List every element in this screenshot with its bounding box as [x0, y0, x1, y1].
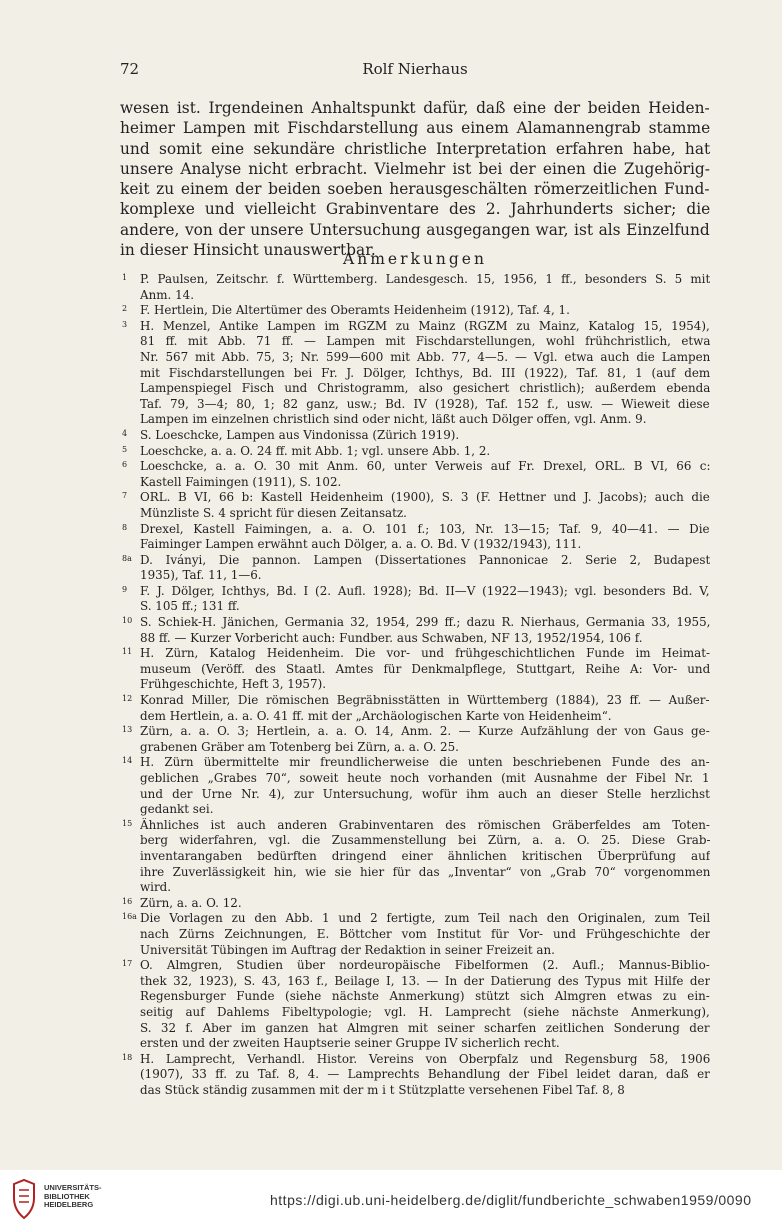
footnote-line: geblichen „Grabes 70“, soweit heute noch vorhanden (mit Ausnahme der Fibel Nr. 1 — [140, 771, 710, 785]
footnote-number: 15 — [122, 818, 133, 828]
body-line: unsere Analyse nicht erbracht. Vielmehr ist bei der einen die Zugehörig- — [120, 159, 710, 178]
footnote-line: F. Hertlein, Die Altertümer des Oberamts Heidenheim (1912), Taf. 4, 1. — [140, 303, 570, 318]
footnote-line: Münzliste S. 4 spricht für diesen Zeitansatz. — [140, 505, 407, 520]
footnote-line: Lampen im einzelnen christlich sind oder nicht, läßt auch Dölger offen, vgl. Anm. 9. — [140, 412, 647, 427]
footnote-line: F. J. Dölger, Ichthys, Bd. I (2. Aufl. 1928); Bd. II—V (1922—1943); vgl. besonders Bd. V, — [140, 583, 710, 598]
footnote — [122, 522, 710, 553]
footnote-number: 6 — [122, 460, 128, 470]
footnote-line: dem Hertlein, a. a. O. 41 ff. mit der „Archäologischen Karte von Heidenheim“. — [140, 708, 612, 723]
footnote-line: Drexel, Kastell Faimingen, a. a. O. 101 f.; 103, Nr. 13—15; Taf. 9, 40—41. — Die — [140, 521, 710, 536]
footnote-line: Loeschcke, a. a. O. 30 mit Anm. 60, unter Verweis auf Fr. Drexel, ORL. B VI, 66 c: — [140, 459, 710, 474]
footnote-line: 1935), Taf. 11, 1—6. — [140, 568, 262, 583]
footnote-number: 8 — [122, 522, 128, 532]
footnote — [122, 272, 710, 303]
footnote-line: Zürn, a. a. O. 3; Hertlein, a. a. O. 14, Anm. 2. — Kurze Aufzählung der von Gaus ge- — [140, 724, 710, 739]
footnote-number: 8a — [122, 553, 132, 563]
viewer-footer — [0, 1170, 782, 1228]
footnote-number: 5 — [122, 444, 128, 454]
footnote — [122, 1052, 710, 1099]
footnote-line: S. 32 f. Aber im ganzen hat Almgren mit seiner scharfen zeitlichen Sonderung der — [140, 1020, 710, 1035]
footnote-line: H. Zürn übermittelte mir freundlicherweise die unten beschriebenen Funde des an- — [140, 755, 710, 770]
footnote-line: das Stück ständig zusammen mit der m i t Stützplatte versehenen Fibel Taf. 8, 8 — [140, 1082, 625, 1097]
footnote-line: nach Zürns Zeichnungen, E. Böttcher vom Institut für Vor- und Frühgeschichte der — [140, 926, 710, 941]
footnote-number: 4 — [122, 428, 128, 438]
body-line: komplexe und vielleicht Grabinventare des 2. Jahrhunderts sicher; die — [120, 200, 711, 219]
footnote-line: Universität Tübingen im Auftrag der Redaktion in seiner Freizeit an. — [140, 942, 555, 957]
footnote-line: Taf. 79, 3—4; 80, 1; 82 ganz, usw.; Bd. IV (1928), Taf. 152 f., usw. — Wieweit diese — [140, 396, 710, 411]
footnote-number: 13 — [122, 725, 133, 735]
footnote-number: 17 — [122, 959, 133, 969]
footnote — [122, 896, 710, 912]
footnote — [122, 646, 710, 693]
footnote-line: H. Menzel, Antike Lampen im RGZM zu Mainz (RGZM zu Mainz, Katalog 15, 1954), — [140, 318, 710, 333]
footnote-line: inventarangaben bedürften dringend einer ähnlichen kritischen Überprüfung auf — [140, 848, 710, 863]
page-number: 72 — [120, 60, 140, 78]
footnote-number: 12 — [122, 694, 133, 704]
footnote-line: Kastell Faimingen (1911), S. 102. — [140, 474, 342, 489]
library-name: UNIVERSITÄTS- BIBLIOTHEK HEIDELBERG — [44, 1183, 102, 1209]
footnote-number: 10 — [122, 616, 133, 626]
body-line: und somit eine sekundäre christliche Interpretation erfahren habe, hat — [120, 139, 711, 158]
source-url-link[interactable]: https://digi.ub.uni-heidelberg.de/diglit/fundberichte_schwaben1959/0090 — [270, 1192, 752, 1208]
footnote-line: mit Fischdarstellungen bei Fr. J. Dölger, Ichthys, Bd. III (1922), Taf. 81, 1 (auf dem — [140, 365, 710, 380]
footnote — [122, 911, 710, 958]
footnote — [122, 303, 710, 319]
footnote-line: Nr. 567 mit Abb. 75, 3; Nr. 599—600 mit Abb. 77, 4—5. — Vgl. etwa auch die Lampen — [140, 349, 710, 364]
footnote-line: S. 105 ff.; 131 ff. — [140, 599, 240, 614]
footnote-line: S. Schiek-H. Jänichen, Germania 32, 1954, 299 ff.; dazu R. Nierhaus, Germania 33, 1955, — [140, 615, 710, 630]
footnote-line: 81 ff. mit Abb. 71 ff. — Lampen mit Fischdarstellungen, wohl frühchristlich, etwa — [140, 334, 710, 349]
footnote-line: seitig auf Dahlems Fibeltypologie; vgl. H. Lamprecht (siehe nächste Anmerkung), — [140, 1004, 710, 1019]
body-line: wesen ist. Irgendeinen Anhaltspunkt dafür, daß eine der beiden Heiden- — [120, 99, 710, 117]
footnote-line: museum (Veröff. des Staatl. Amtes für Denkmalpflege, Stuttgart, Reihe A: Vor- und — [140, 661, 710, 676]
footnote — [122, 459, 710, 490]
body-line: keit zu einem der beiden soeben herausgeschälten römerzeitlichen Fund- — [120, 180, 710, 199]
footnote — [122, 755, 710, 817]
notes-heading: Anmerkungen — [343, 250, 487, 268]
footnote-number: 16a — [122, 912, 137, 922]
footnote — [122, 724, 710, 755]
footnote-number: 9 — [122, 584, 128, 594]
footnote — [122, 319, 710, 428]
footnote-line: Loeschcke, a. a. O. 24 ff. mit Abb. 1; vgl. unsere Abb. 1, 2. — [140, 443, 491, 458]
footnote-line: O. Almgren, Studien über nordeuropäische Fibelformen (2. Aufl.; Mannus-Biblio- — [140, 958, 710, 973]
footnote — [122, 584, 710, 615]
body-line: andere, von der unsere Untersuchung ausgegangen war, ist als Einzelfund — [120, 220, 710, 239]
footnote — [122, 490, 710, 521]
footnote-line: Regensburger Funde (siehe nächste Anmerkung) stützt sich Almgren etwas zu ein- — [140, 989, 710, 1004]
footnote-number: 2 — [122, 304, 128, 314]
footnote-line: gedankt sei. — [140, 802, 214, 817]
footnote-line: H. Zürn, Katalog Heidenheim. Die vor- und frühgeschichtlichen Funde im Heimat- — [140, 646, 710, 661]
footnote-line: ihre Zuverlässigkeit hin, wie sie hier für das „Inventar“ von „Grab 70“ vorgenommen — [140, 864, 710, 879]
footnote — [122, 615, 710, 646]
footnote-line: Konrad Miller, Die römischen Begräbnisstätten in Württemberg (1884), 23 ff. — Außer- — [140, 693, 710, 708]
footnote-line: Die Vorlagen zu den Abb. 1 und 2 fertigte, zum Teil nach den Originalen, zum Teil — [140, 911, 710, 926]
footnote-line: Ähnliches ist auch anderen Grabinventaren des römischen Gräberfeldes am Toten- — [140, 817, 710, 832]
footnote-line: D. Iványi, Die pannon. Lampen (Dissertationes Pannonicae 2. Serie 2, Budapest — [140, 552, 710, 567]
footnote-line: Anm. 14. — [140, 287, 194, 302]
footnote-number: 14 — [122, 756, 133, 766]
footnote-number: 11 — [122, 647, 133, 657]
footnote-line: Faiminger Lampen erwähnt auch Dölger, a. a. O. Bd. V (1932/1943), 111. — [140, 537, 582, 552]
footnote-line: P. Paulsen, Zeitschr. f. Württemberg. Landesgesch. 15, 1956, 1 ff., besonders S. 5 mit — [140, 272, 710, 286]
footnote-line: Lampenspiegel Fisch und Christogramm, also gesichert christlich); außerdem ebenda — [140, 381, 710, 396]
footnote-line: H. Lamprecht, Verhandl. Histor. Vereins von Oberpfalz und Regensburg 58, 1906 — [140, 1051, 710, 1066]
footnote-line: und der Urne Nr. 4), zur Untersuchung, wofür ihm auch an dieser Stelle herzlichst — [140, 786, 710, 801]
page-header — [120, 60, 710, 84]
footnote-line: ersten und der zweiten Hauptserie seiner Gruppe IV sicherlich recht. — [140, 1036, 560, 1051]
footnote-line: ORL. B VI, 66 b: Kastell Heidenheim (1900), S. 3 (F. Hettner und J. Jacobs); auch die — [140, 490, 710, 505]
footnote — [122, 444, 710, 460]
footnote-line: Zürn, a. a. O. 12. — [140, 895, 242, 910]
body-line: in dieser Hinsicht unauswertbar. — [120, 241, 376, 260]
body-paragraph — [120, 98, 710, 260]
footnote-number: 1 — [122, 273, 128, 282]
footnote-number: 7 — [122, 491, 128, 501]
footnote-number: 3 — [122, 319, 128, 329]
footnote-line: thek 32, 1923), S. 43, 163 f., Beilage I, 13. — In der Datierung des Typus mit Hilfe der — [140, 973, 710, 988]
footnote-line: (1907), 33 ff. zu Taf. 8, 4. — Lamprechts Behandlung der Fibel leidet daran, daß er — [140, 1067, 710, 1082]
footnote — [122, 553, 710, 584]
footnote-line: Frühgeschichte, Heft 3, 1957). — [140, 677, 326, 692]
footnote-line: S. Loeschcke, Lampen aus Vindonissa (Zürich 1919). — [140, 427, 460, 442]
footnotes-list — [122, 272, 710, 1098]
body-line: heimer Lampen mit Fischdarstellung aus einem Alamannengrab stamme — [120, 119, 711, 138]
footnote — [122, 693, 710, 724]
footnote-line: berg widerfahren, vgl. die Zusammenstellung bei Zürn, a. a. O. 25. Diese Grab- — [140, 833, 710, 848]
footnote-line: grabenen Gräber am Totenberg bei Zürn, a. a. O. 25. — [140, 739, 459, 754]
footnote-line: wird. — [140, 880, 172, 895]
footnote-number: 18 — [122, 1052, 133, 1062]
footnote — [122, 818, 710, 896]
footnote — [122, 428, 710, 444]
footnote — [122, 958, 710, 1052]
running-head-author: Rolf Nierhaus — [362, 60, 468, 78]
footnote-line: 88 ff. — Kurzer Vorbericht auch: Fundber. aus Schwaben, NF 13, 1952/1954, 106 f. — [140, 630, 643, 645]
footnote-number: 16 — [122, 896, 133, 906]
library-logo-icon — [10, 1178, 38, 1220]
